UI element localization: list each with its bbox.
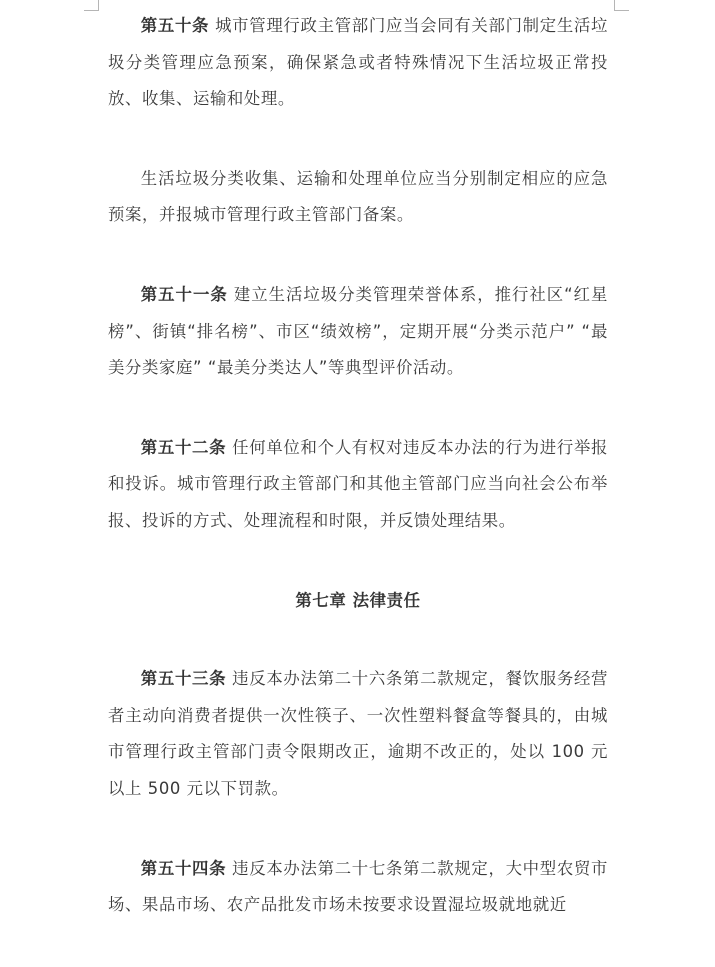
document-body [108,8,608,967]
article-54 [108,851,608,924]
article-number: 第五十一条 [140,284,228,304]
article-text: 违反本办法第二十七条第二款规定，大中型农贸市场、果品市场、农产品批发市场未按要求设置湿垃圾就地就近 [108,858,609,915]
article-51 [108,277,608,387]
article-text: 违反本办法第二十六条第二款规定，餐饮服务经营者主动向消费者提供一次性筷子、一次性塑料餐盒等餐具的，由城市管理行政主管部门责令限期改正，逾期不改正的，处以 100 元以上 500 元以下罚款。 [108,669,609,798]
chapter-heading: 第七章 法律责任 [295,590,421,610]
article-50-paragraph-2 [108,161,608,234]
article-text: 任何单位和个人有权对违反本办法的行为进行举报和投诉。城市管理行政主管部门和其他主管部门应当向社会公布举报、投诉的方式、处理流程和时限，并反馈处理结果。 [108,437,609,530]
article-text: 生活垃圾分类收集、运输和处理单位应当分别制定相应的应急预案，并报城市管理行政主管部门备案。 [108,168,608,225]
article-50 [108,8,608,118]
article-number: 第五十四条 [140,858,227,878]
article-text: 建立生活垃圾分类管理荣誉体系，推行社区“红星榜”、街镇“排名榜”、市区“绩效榜”，定期开展“分类示范户” “最美分类家庭” “最美分类达人”等典型评价活动。 [108,284,608,378]
article-text: 城市管理行政主管部门应当会同有关部门制定生活垃圾分类管理应急预案，确保紧急或者特殊情况下生活垃圾正常投放、收集、运输和处理。 [108,16,608,109]
article-number: 第五十二条 [140,437,227,457]
article-number: 第五十三条 [140,669,227,689]
page-corner-mark-right [614,0,629,11]
page-corner-mark-left [84,0,99,11]
article-53 [108,661,608,807]
article-52 [108,430,608,540]
article-number: 第五十条 [140,16,210,35]
